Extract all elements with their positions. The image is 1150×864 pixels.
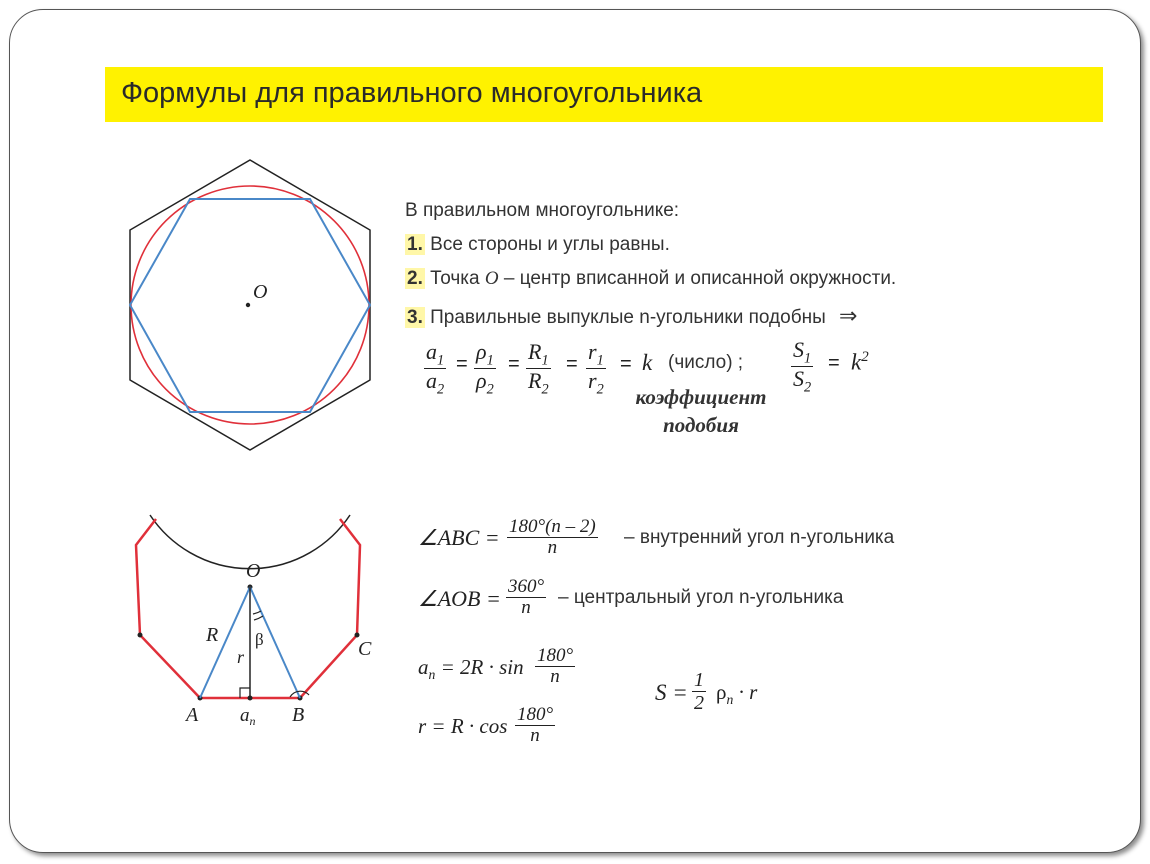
property-1-text: Все стороны и углы равны. [430,234,670,255]
aob-lhs: ∠AOB = [418,586,501,611]
label-B: B [292,704,305,726]
equals-sign: = [620,353,632,375]
fraction-a: $\frac{a_1}{a_2}$ [426,339,445,398]
label-A: A [186,704,199,726]
title-bar [105,67,1103,122]
properties-intro: В правильном многоугольнике: [405,200,680,221]
property-3-text: Правильные выпуклые n-угольники подобны [430,307,826,328]
coefficient-label: коэффициент подобия [635,385,767,437]
an-fraction: $\frac{180^\circ}{n}$ [537,645,574,687]
label-R: R [206,624,219,646]
property-3-number: 3. [407,307,423,328]
property-1-number: 1. [407,234,423,255]
equals-sign: = [508,353,520,375]
fraction-r: $\frac{r_1}{r_2}$ [588,339,604,398]
s-fraction: $\frac{1}{2}$ [694,669,704,714]
fraction-R: $\frac{R_1}{R_2}$ [528,339,549,398]
equals-sign: = [828,352,840,374]
abc-description: – внутренний угол n-угольника [624,527,895,548]
property-2 [405,268,896,290]
implies-arrow-icon: ⇒ [839,303,858,328]
aob-description: – центральный угол n-угольника [558,587,844,608]
abc-fraction: $\frac{180^\circ(n - 2)}{n}$ [509,516,596,558]
center-label: O [253,281,268,303]
page-title: Формулы для правильного многоугольника [121,77,703,109]
fraction-rho: $\frac{\rho_1}{\rho_2}$ [476,339,494,398]
polygon-circle-diagram [120,150,390,460]
an-lhs: $a_n = 2R \cdot \sin$ [418,655,524,683]
label-C: C [358,638,372,660]
number-note: (число) ; [668,352,744,373]
property-3 [405,303,857,329]
property-2-number: 2. [407,268,423,289]
s-lhs: S = [655,680,688,705]
r-fraction: $\frac{180^\circ}{n}$ [517,704,554,746]
triangle-diagram [120,505,390,745]
polygon-sides [136,519,360,698]
center-point [246,303,250,307]
s-rest: $\rho_n \cdot r$ [716,680,758,708]
property-2-post: – центр вписанной и описанной окружности. [498,268,897,289]
property-2-pre: Точка [430,268,485,289]
fraction-area: $\frac{S_1}{S_2}$ [793,337,812,396]
label-O: O [246,560,261,582]
equals-sign: = [456,353,468,375]
k-squared: $k^2$ [851,349,869,375]
abc-lhs: ∠ABC = [418,525,500,550]
label-an: $a_n$ [240,705,256,728]
label-beta: β [255,630,264,649]
label-r: r [237,647,245,667]
property-2-var: O [484,268,499,289]
k-symbol: k [642,350,653,375]
aob-fraction: $\frac{360^\circ}{n}$ [508,576,545,618]
equals-sign: = [566,353,578,375]
property-1 [405,234,670,256]
r-lhs: r = R · cos [418,714,508,738]
